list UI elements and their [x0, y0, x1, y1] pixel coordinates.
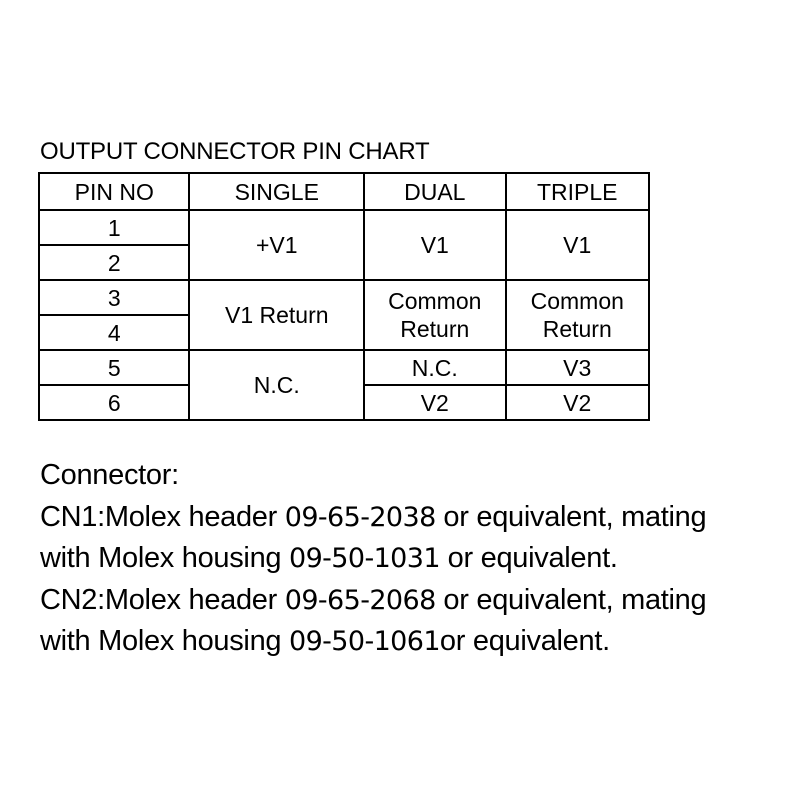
cn2-line2-suffix: or equivalent.: [439, 625, 610, 657]
cn2-line2-prefix: with Molex housing: [40, 625, 289, 657]
dual-common-text: Common: [388, 288, 482, 314]
dual-pin-5: N.C.: [364, 350, 505, 385]
triple-pin-5: V3: [506, 350, 650, 385]
cn2-line-1: [40, 580, 780, 622]
triple-common-text: Common: [530, 288, 624, 314]
triple-return-text: Return: [542, 316, 612, 342]
header-dual: DUAL: [364, 173, 505, 210]
pin-number: 3: [39, 280, 189, 315]
table-row: [39, 280, 649, 315]
dual-return-text: Return: [400, 316, 470, 342]
pin-number: 4: [39, 315, 189, 350]
table-header-row: [39, 173, 649, 210]
cn1-mid: or equivalent, mating: [435, 500, 707, 533]
header-single: SINGLE: [189, 173, 364, 210]
pin-chart-title: OUTPUT CONNECTOR PIN CHART: [40, 138, 430, 165]
triple-pin-6: V2: [506, 385, 650, 420]
connector-notes: [40, 455, 780, 663]
cn1-housing-part-number: 09-50-1031: [289, 543, 440, 574]
cn2-header-part-number: 09-65-2068: [284, 584, 436, 616]
single-pins-1-2: +V1: [189, 210, 364, 280]
cn1-line2-prefix: with Molex housing: [40, 542, 289, 574]
header-triple: TRIPLE: [506, 173, 650, 210]
cn2-line-2: [40, 621, 780, 663]
pin-number: 1: [39, 210, 189, 245]
cn1-line-1: [40, 497, 780, 539]
cn1-line2-suffix: or equivalent.: [439, 542, 618, 574]
pin-number: 6: [39, 385, 189, 420]
cn1-line-2: [40, 538, 780, 580]
table-row: [39, 210, 649, 245]
table-row: [39, 350, 649, 385]
dual-pins-3-4: [364, 280, 505, 350]
connector-heading: Connector:: [40, 459, 179, 491]
single-pins-3-4: V1 Return: [189, 280, 364, 350]
cn2-prefix: CN2:Molex header: [40, 583, 285, 616]
header-pin-no: PIN NO: [39, 173, 189, 210]
pin-number: 2: [39, 245, 189, 280]
pin-chart-table: [38, 172, 650, 421]
triple-pins-1-2: V1: [506, 210, 650, 280]
dual-pins-1-2: V1: [364, 210, 505, 280]
single-pins-5-6: N.C.: [189, 350, 364, 420]
triple-pins-3-4: [506, 280, 650, 350]
dual-pin-6: V2: [364, 385, 505, 420]
pin-number: 5: [39, 350, 189, 385]
cn2-mid: or equivalent, mating: [435, 583, 707, 616]
cn2-housing-part-number: 09-50-1061: [289, 626, 440, 657]
cn1-prefix: CN1:Molex header: [40, 500, 285, 533]
cn1-header-part-number: 09-65-2038: [284, 501, 436, 533]
